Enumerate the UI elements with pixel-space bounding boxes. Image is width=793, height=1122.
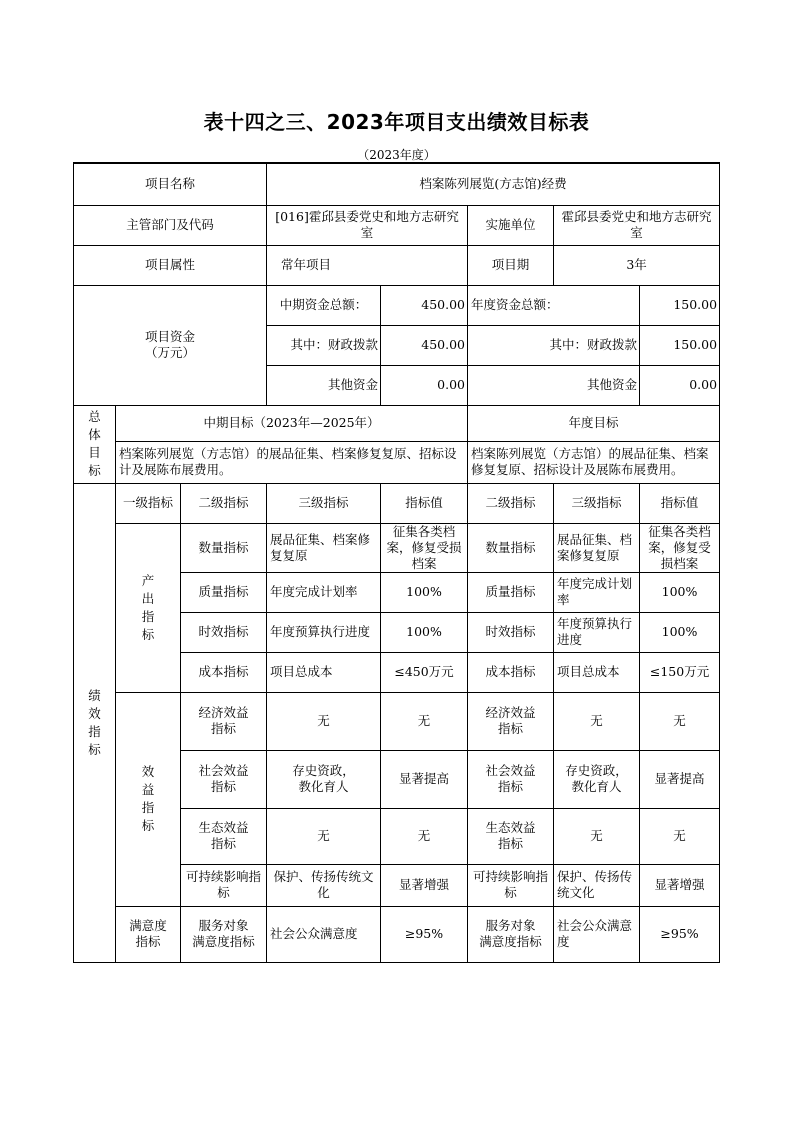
funds-label: 项目资金 （万元） (74, 285, 267, 405)
level3-cell-b: 年度预算执行进度 (554, 612, 640, 652)
value-cell: 无 (381, 808, 468, 864)
level2-cell-b: 质量指标 (468, 572, 554, 612)
level3-cell: 社会公众满意度 (267, 906, 381, 962)
value-cell: ≥95% (381, 906, 468, 962)
project-name-label: 项目名称 (74, 163, 267, 205)
project-name-row (74, 163, 720, 205)
performance-table (73, 162, 720, 963)
level3-cell-b: 无 (554, 808, 640, 864)
indicators-side-label: 绩 效 指 标 (74, 483, 116, 962)
level3-cell: 年度预算执行进度 (267, 612, 381, 652)
level3-cell-b: 保护、传扬传统文化 (554, 864, 640, 906)
header-value: 指标值 (381, 483, 468, 523)
level3-cell-b: 年度完成计划率 (554, 572, 640, 612)
level2-cell-b: 经济效益 指标 (468, 692, 554, 750)
level2-cell: 经济效益 指标 (181, 692, 267, 750)
level2-cell: 数量指标 (181, 523, 267, 572)
level2-cell: 成本指标 (181, 652, 267, 692)
year-fiscal-label: 其中：财政拨款 (468, 325, 640, 365)
goals-side-label: 总 体 目 标 (74, 405, 116, 483)
impl-label: 实施单位 (468, 205, 554, 245)
level2-cell-b: 生态效益 指标 (468, 808, 554, 864)
level2-cell-b: 数量指标 (468, 523, 554, 572)
level3-cell: 存史资政， 教化育人 (267, 750, 381, 808)
indicator-row (74, 906, 720, 962)
level3-cell-b: 展品征集、档案修复复原 (554, 523, 640, 572)
year-fiscal-value: 150.00 (640, 325, 720, 365)
level2-cell: 可持续影响指标 (181, 864, 267, 906)
header-value-b: 指标值 (640, 483, 720, 523)
year-total-label: 年度资金总额： (468, 285, 640, 325)
goals-year-text: 档案陈列展览（方志馆）的展品征集、档案修复复原、招标设计及展陈布展费用。 (468, 441, 720, 483)
level2-cell-b: 成本指标 (468, 652, 554, 692)
value-cell: 显著增强 (381, 864, 468, 906)
dept-value: [016]霍邱县委党史和地方志研究室 (267, 205, 468, 245)
level2-cell: 社会效益 指标 (181, 750, 267, 808)
level3-cell: 保护、传扬传统文化 (267, 864, 381, 906)
mid-other-label: 其他资金 (267, 365, 381, 405)
attr-label: 项目属性 (74, 245, 267, 285)
level2-cell-b: 时效指标 (468, 612, 554, 652)
page-title: 表十四之三、2023年项目支出绩效目标表 (203, 110, 590, 134)
benefit-indicator-label: 效 益 指 标 (116, 692, 181, 906)
level3-cell: 无 (267, 808, 381, 864)
level2-cell: 生态效益 指标 (181, 808, 267, 864)
value-cell-b: 100% (640, 612, 720, 652)
mid-total-value: 450.00 (381, 285, 468, 325)
level3-cell-b: 社会公众满意度 (554, 906, 640, 962)
value-cell-b: 无 (640, 692, 720, 750)
project-name-value: 档案陈列展览(方志馆)经费 (267, 163, 720, 205)
level3-cell-b: 项目总成本 (554, 652, 640, 692)
level2-cell-b: 社会效益 指标 (468, 750, 554, 808)
year-total-value: 150.00 (640, 285, 720, 325)
impl-value: 霍邱县委党史和地方志研究室 (554, 205, 720, 245)
value-cell-b: 征集各类档案，修复受损档案 (640, 523, 720, 572)
goals-mid-text: 档案陈列展览（方志馆）的展品征集、档案修复复原、招标设计及展陈布展费用。 (116, 441, 468, 483)
value-cell-b: ≥95% (640, 906, 720, 962)
value-cell: 无 (381, 692, 468, 750)
header-level2-b: 二级指标 (468, 483, 554, 523)
output-indicator-label: 产 出 指 标 (116, 523, 181, 692)
level3-cell-b: 存史资政， 教化育人 (554, 750, 640, 808)
mid-total-label: 中期资金总额： (267, 285, 381, 325)
value-cell-b: 100% (640, 572, 720, 612)
satisfaction-indicator-label: 满意度 指标 (116, 906, 181, 962)
value-cell-b: ≤150万元 (640, 652, 720, 692)
value-cell: 100% (381, 572, 468, 612)
mid-other-value: 0.00 (381, 365, 468, 405)
period-value: 3年 (554, 245, 720, 285)
header-level3-b: 三级指标 (554, 483, 640, 523)
value-cell: 征集各类档案，修复受损档案 (381, 523, 468, 572)
value-cell-b: 无 (640, 808, 720, 864)
attr-row (74, 245, 720, 285)
funds-row-total (74, 285, 720, 325)
header-level1: 一级指标 (116, 483, 181, 523)
level2-cell: 时效指标 (181, 612, 267, 652)
year-label: （2023年度） (357, 148, 436, 162)
level2-cell-b: 可持续影响指标 (468, 864, 554, 906)
mid-fiscal-label: 其中：财政拨款 (267, 325, 381, 365)
value-cell: 显著提高 (381, 750, 468, 808)
mid-fiscal-value: 450.00 (381, 325, 468, 365)
dept-label: 主管部门及代码 (74, 205, 267, 245)
indicator-row (74, 692, 720, 750)
level3-cell: 展品征集、档案修复复原 (267, 523, 381, 572)
level2-cell: 质量指标 (181, 572, 267, 612)
dept-row (74, 205, 720, 245)
goals-mid-header: 中期目标（2023年—2025年） (116, 405, 468, 441)
header-level3: 三级指标 (267, 483, 381, 523)
level2-cell: 服务对象 满意度指标 (181, 906, 267, 962)
value-cell: ≤450万元 (381, 652, 468, 692)
indicators-header-row (74, 483, 720, 523)
level3-cell: 项目总成本 (267, 652, 381, 692)
value-cell-b: 显著增强 (640, 864, 720, 906)
level3-cell-b: 无 (554, 692, 640, 750)
indicator-row (74, 523, 720, 572)
value-cell: 100% (381, 612, 468, 652)
header-level2: 二级指标 (181, 483, 267, 523)
goals-text-row (74, 441, 720, 483)
year-other-value: 0.00 (640, 365, 720, 405)
value-cell-b: 显著提高 (640, 750, 720, 808)
attr-value: 常年项目 (267, 245, 468, 285)
period-label: 项目期 (468, 245, 554, 285)
level3-cell: 无 (267, 692, 381, 750)
goals-header-row (74, 405, 720, 441)
goals-year-header: 年度目标 (468, 405, 720, 441)
level3-cell: 年度完成计划率 (267, 572, 381, 612)
year-other-label: 其他资金 (468, 365, 640, 405)
level2-cell-b: 服务对象 满意度指标 (468, 906, 554, 962)
